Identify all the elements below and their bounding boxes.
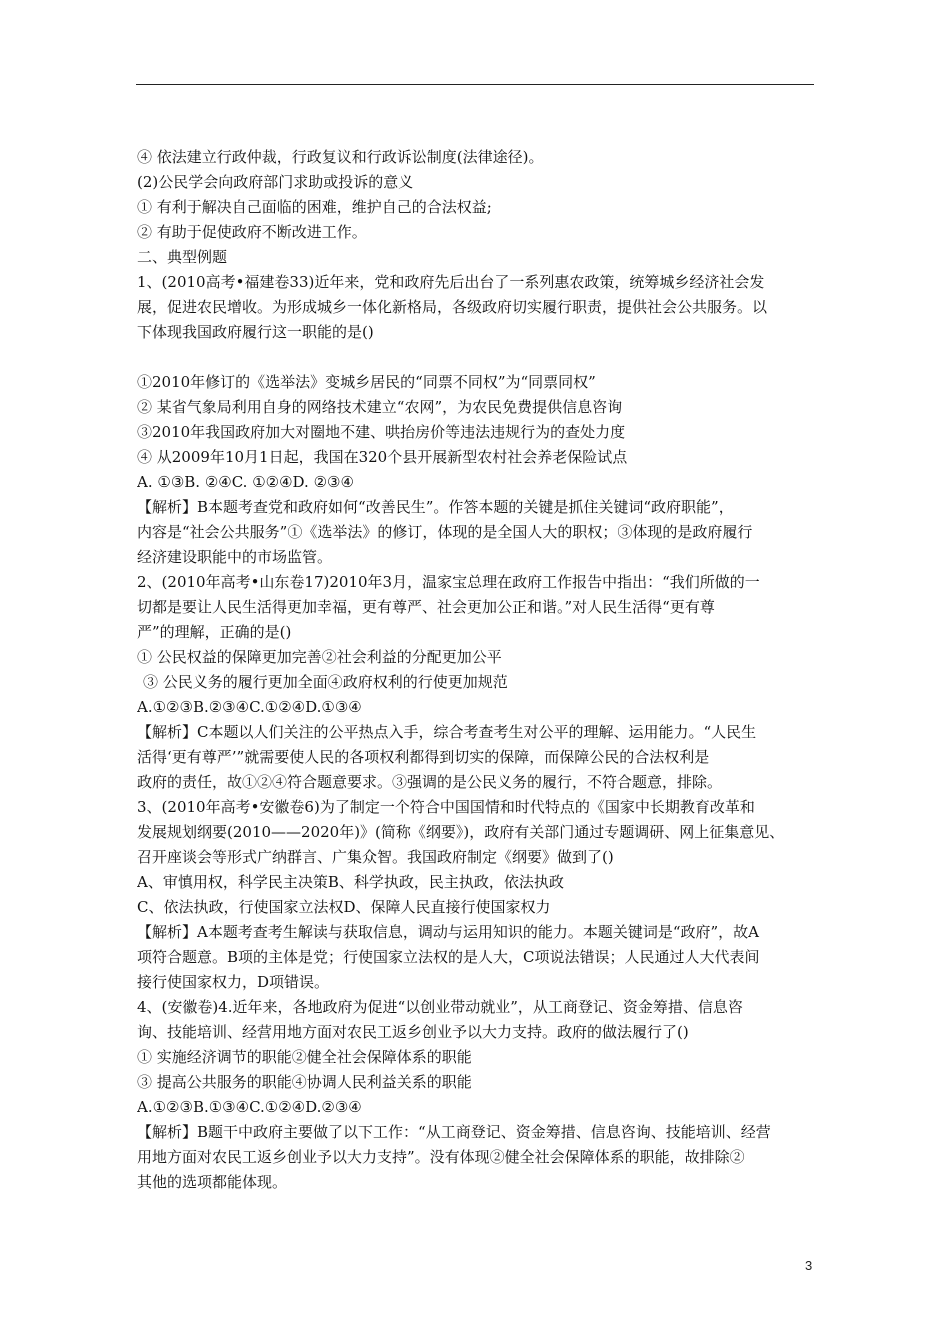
section-heading: (2)公民学会向政府部门求助或投诉的意义 xyxy=(137,173,414,191)
question-text: 3、(2010年高考•安徽卷6)为了制定一个符合中国国情和时代特点的《国家中长期教育改革和 xyxy=(137,798,755,816)
question-text: 发展规划纲要(2010——2020年)》(简称《纲要》)，政府有关部门通过专题调研、网上征集意见、 xyxy=(137,823,785,841)
answer-choices: A.①②③B.②③④C.①②④D.①③④ xyxy=(137,698,362,716)
analysis-text: 内容是“社会公共服务”①《选举法》的修订，体现的是全国人大的职权；③体现的是政府履行 xyxy=(137,523,753,541)
question-text: 严”的理解，正确的是() xyxy=(137,623,292,641)
question-text: 展，促进农民增收。为形成城乡一体化新格局，各级政府切实履行职责，提供社会公共服务。以 xyxy=(137,298,768,316)
option-line: ③ 提高公共服务的职能④协调人民利益关系的职能 xyxy=(137,1073,472,1091)
question-text: 2、(2010年高考•山东卷17)2010年3月，温家宝总理在政府工作报告中指出：“我们所做的一 xyxy=(137,573,760,591)
analysis-text: 政府的责任，故①②④符合题意要求。③强调的是公民义务的履行，不符合题意，排除。 xyxy=(137,773,723,791)
analysis-text: 活得‘更有尊严’”就需要使人民的各项权利都得到切实的保障，而保障公民的合法权利是 xyxy=(137,748,710,766)
question-text: 召开座谈会等形式广纳群言、广集众智。我国政府制定《纲要》做到了() xyxy=(137,848,614,866)
answer-choices: A. ①③B. ②④C. ①②④D. ②③④ xyxy=(137,473,354,491)
analysis-text: 用地方面对农民工返乡创业予以大力支持”。没有体现②健全社会保障体系的职能，故排除② xyxy=(137,1148,745,1166)
section-heading: 二、典型例题 xyxy=(137,248,228,266)
blank-line xyxy=(137,345,817,370)
text-line: ① 有利于解决自己面临的困难，维护自己的合法权益; xyxy=(137,198,492,216)
analysis-text: 【解析】B本题考查党和政府如何“改善民生”。作答本题的关键是抓住关键词“政府职能”， xyxy=(137,498,734,516)
analysis-text: 经济建设职能中的市场监管。 xyxy=(137,548,333,566)
option-line: ① 实施经济调节的职能②健全社会保障体系的职能 xyxy=(137,1048,472,1066)
option-line: ①2010年修订的《选举法》变城乡居民的“同票不同权”为“同票同权” xyxy=(137,373,596,391)
option-line: ④ 从2009年10月1日起，我国在320个县开展新型农村社会养老保险试点 xyxy=(137,448,628,466)
text-line: ④ 依法建立行政仲裁，行政复议和行政诉讼制度(法律途径)。 xyxy=(137,148,544,166)
question-text: 下体现我国政府履行这一职能的是() xyxy=(137,323,374,341)
question-text: 1、(2010高考•福建卷33)近年来，党和政府先后出台了一系列惠农政策，统筹城乡经济社会发 xyxy=(137,273,765,291)
analysis-text: 【解析】B题干中政府主要做了以下工作：“从工商登记、资金筹措、信息咨询、技能培训、经营 xyxy=(137,1123,771,1141)
analysis-text: 其他的选项都能体现。 xyxy=(137,1173,288,1191)
option-line: ③ 公民义务的履行更加全面④政府权利的行使更加规范 xyxy=(143,673,508,691)
question-text: 4、(安徽卷)4.近年来，各地政府为促进“以创业带动就业”，从工商登记、资金筹措、信息咨 xyxy=(137,998,743,1016)
analysis-text: 接行使国家权力，D项错误。 xyxy=(137,973,330,991)
option-line: ③2010年我国政府加大对圈地不建、哄抬房价等违法违规行为的查处力度 xyxy=(137,423,626,441)
answer-choices: C、依法执政，行使国家立法权D、保障人民直接行使国家权力 xyxy=(137,898,551,916)
answer-choices: A、审慎用权，科学民主决策B、科学执政，民主执政，依法执政 xyxy=(137,873,564,891)
page-number: 3 xyxy=(805,1258,813,1273)
question-text: 询、技能培训、经营用地方面对农民工返乡创业予以大力支持。政府的做法履行了() xyxy=(137,1023,689,1041)
analysis-text: 项符合题意。B项的主体是党；行使国家立法权的是人大，C项说法错误；人民通过人大代表间 xyxy=(137,948,760,966)
text-line: ② 有助于促使政府不断改进工作。 xyxy=(137,223,367,241)
question-text: 切都是要让人民生活得更加幸福，更有尊严、社会更加公正和谐。”对人民生活得“更有尊 xyxy=(137,598,715,616)
option-line: ② 某省气象局利用自身的网络技术建立“农网”，为农民免费提供信息咨询 xyxy=(137,398,623,416)
analysis-text: 【解析】A本题考查考生解读与获取信息，调动与运用知识的能力。本题关键词是“政府”，故A xyxy=(137,923,760,941)
document-body xyxy=(137,145,817,1195)
header-rule xyxy=(136,84,814,85)
option-line: ① 公民权益的保障更加完善②社会利益的分配更加公平 xyxy=(137,648,502,666)
analysis-text: 【解析】C本题以人们关注的公平热点入手，综合考查考生对公平的理解、运用能力。“人民生 xyxy=(137,723,757,741)
answer-choices: A.①②③B.①③④C.①②④D.②③④ xyxy=(137,1098,362,1116)
